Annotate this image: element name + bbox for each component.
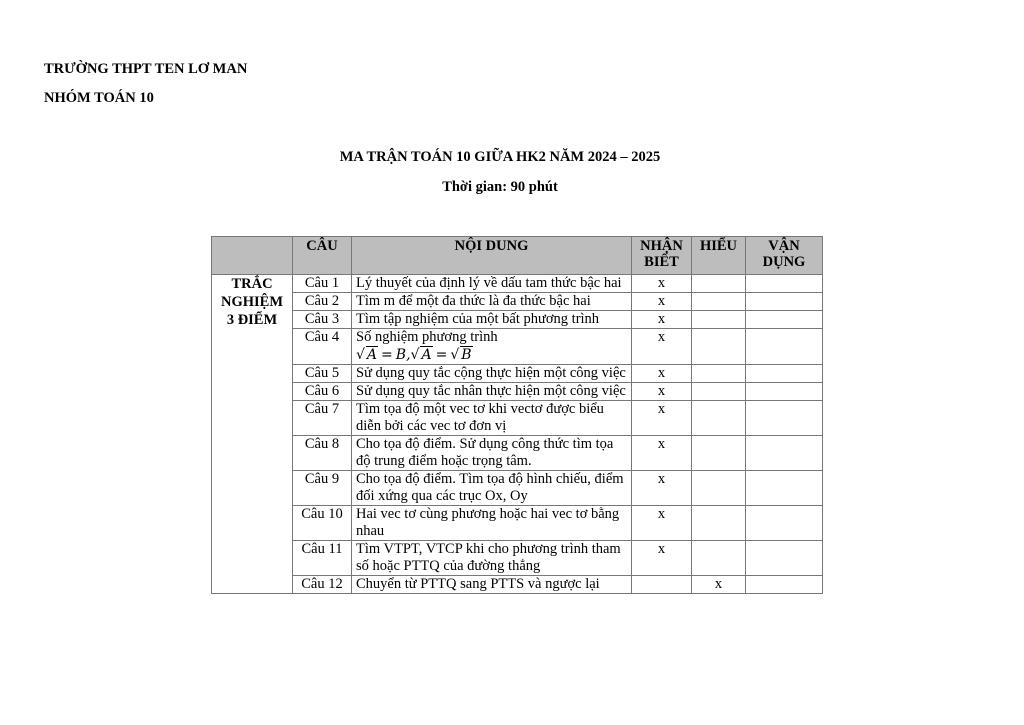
- question-number: Câu 12: [293, 576, 352, 594]
- equals-sign: =: [435, 347, 448, 363]
- exam-duration: Thời gian: 90 phút: [442, 179, 558, 195]
- header-cau: CÂU: [293, 237, 352, 275]
- radicand: B: [461, 347, 472, 363]
- table-row: [212, 365, 823, 383]
- van-dung-mark: [746, 576, 823, 594]
- table-row: [212, 401, 823, 436]
- question-content: Cho tọa độ điểm. Tìm tọa độ hình chiếu, điểm đối xứng qua các trục Ox, Oy: [352, 471, 632, 506]
- table-row: [212, 383, 823, 401]
- sqrt-symbol: √: [410, 347, 420, 363]
- question-number: Câu 4: [293, 329, 352, 365]
- nhan-biet-mark: x: [632, 436, 692, 471]
- header-noi-dung: NỘI DUNG: [352, 237, 632, 275]
- question-number: Câu 7: [293, 401, 352, 436]
- table-row: [212, 471, 823, 506]
- header-empty: [212, 237, 293, 275]
- separator: ,: [406, 347, 411, 363]
- van-dung-mark: [746, 329, 823, 365]
- question-content: Tìm m để một đa thức là đa thức bậc hai: [352, 293, 632, 311]
- question-content: Lý thuyết của định lý về dấu tam thức bậc hai: [352, 275, 632, 293]
- hieu-mark: [692, 401, 746, 436]
- van-dung-mark: [746, 436, 823, 471]
- table-header-row: [212, 237, 823, 275]
- van-dung-mark: [746, 401, 823, 436]
- van-dung-mark: [746, 383, 823, 401]
- van-dung-mark: [746, 541, 823, 576]
- question-content: Hai vec tơ cùng phương hoặc hai vec tơ bằng nhau: [352, 506, 632, 541]
- school-name: TRƯỜNG THPT TEN LƠ MAN: [44, 61, 248, 77]
- table-row: [212, 293, 823, 311]
- question-number: Câu 9: [293, 471, 352, 506]
- hieu-mark: [692, 311, 746, 329]
- hieu-mark: [692, 506, 746, 541]
- hieu-mark: [692, 383, 746, 401]
- question-content: Chuyển từ PTTQ sang PTTS và ngược lại: [352, 576, 632, 594]
- hieu-mark: x: [692, 576, 746, 594]
- table-row: [212, 541, 823, 576]
- hieu-mark: [692, 471, 746, 506]
- van-dung-mark: [746, 506, 823, 541]
- document-title: MA TRẬN TOÁN 10 GIỮA HK2 NĂM 2024 – 2025: [339, 149, 661, 165]
- question-content: Sử dụng quy tắc nhân thực hiện một công việc: [352, 383, 632, 401]
- question-number: Câu 8: [293, 436, 352, 471]
- nhan-biet-mark: x: [632, 275, 692, 293]
- radicand: A: [366, 347, 378, 363]
- equation-formula: [356, 346, 627, 364]
- nhan-biet-mark: x: [632, 541, 692, 576]
- nhan-biet-mark: x: [632, 311, 692, 329]
- hieu-mark: [692, 436, 746, 471]
- question-content: Tìm tập nghiệm của một bất phương trình: [352, 311, 632, 329]
- matrix-table: [211, 236, 823, 594]
- table-row: [212, 436, 823, 471]
- nhan-biet-mark: x: [632, 471, 692, 506]
- question-content: Cho tọa độ điểm. Sử dụng công thức tìm tọa độ trung điểm hoặc trọng tâm.: [352, 436, 632, 471]
- van-dung-mark: [746, 471, 823, 506]
- sqrt-symbol: √: [450, 347, 460, 363]
- table-row: [212, 275, 823, 293]
- question-number: Câu 3: [293, 311, 352, 329]
- hieu-mark: [692, 275, 746, 293]
- group-name: NHÓM TOÁN 10: [44, 90, 154, 106]
- radicand: A: [421, 347, 432, 363]
- rhs-var: B: [395, 347, 407, 363]
- nhan-biet-mark: x: [632, 365, 692, 383]
- table-row: [212, 311, 823, 329]
- question-content: Tìm tọa độ một vec tơ khi vectơ được biểu diễn bởi các vec tơ đơn vị: [352, 401, 632, 436]
- van-dung-mark: [746, 311, 823, 329]
- table-row: [212, 576, 823, 594]
- question-number: Câu 10: [293, 506, 352, 541]
- nhan-biet-mark: x: [632, 401, 692, 436]
- nhan-biet-mark: x: [632, 293, 692, 311]
- nhan-biet-mark: x: [632, 329, 692, 365]
- van-dung-mark: [746, 275, 823, 293]
- header-van-dung: VẬN DỤNG: [746, 237, 823, 275]
- hieu-mark: [692, 365, 746, 383]
- nhan-biet-mark: x: [632, 383, 692, 401]
- question-number: Câu 5: [293, 365, 352, 383]
- question-number: Câu 6: [293, 383, 352, 401]
- nhan-biet-mark: [632, 576, 692, 594]
- hieu-mark: [692, 329, 746, 365]
- table-row: [212, 506, 823, 541]
- van-dung-mark: [746, 293, 823, 311]
- nhan-biet-mark: x: [632, 506, 692, 541]
- question-number: Câu 1: [293, 275, 352, 293]
- van-dung-mark: [746, 365, 823, 383]
- table-row: [212, 329, 823, 365]
- question-content: Sử dụng quy tắc cộng thực hiện một công việc: [352, 365, 632, 383]
- hieu-mark: [692, 541, 746, 576]
- question-number: Câu 2: [293, 293, 352, 311]
- question-number: Câu 11: [293, 541, 352, 576]
- header-nhan-biet: NHẬN BIẾT: [632, 237, 692, 275]
- header-hieu: HIỂU: [692, 237, 746, 275]
- question-content: [352, 329, 632, 365]
- question-content: Tìm VTPT, VTCP khi cho phương trình tham số hoặc PTTQ của đường thẳng: [352, 541, 632, 576]
- group-label: TRẮC NGHIỆM 3 ĐIỂM: [212, 275, 293, 594]
- equals-sign: =: [381, 347, 393, 363]
- question-text: Số nghiệm phương trình: [356, 329, 498, 345]
- hieu-mark: [692, 293, 746, 311]
- sqrt-symbol: √: [356, 347, 365, 363]
